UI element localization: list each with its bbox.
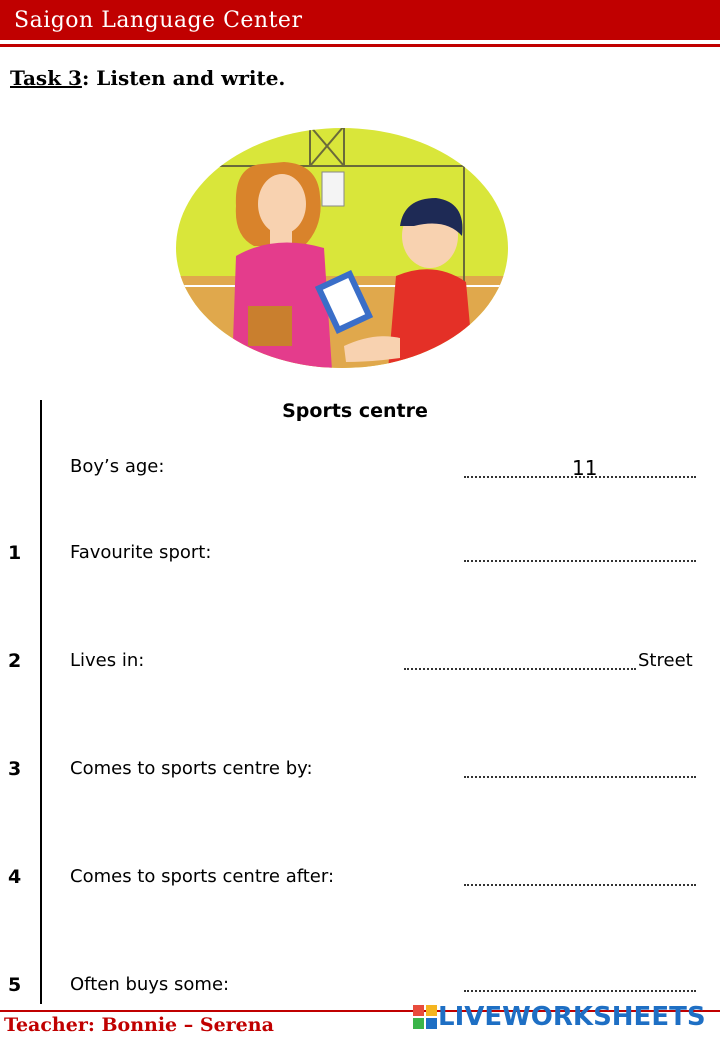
lives-in-suffix: Street xyxy=(638,650,693,671)
task-number: Task 3 xyxy=(10,66,82,90)
answer-line-lives-in[interactable] xyxy=(404,666,636,670)
task-instruction: : Listen and write. xyxy=(81,66,286,90)
answer-line-often-buys[interactable] xyxy=(464,988,696,992)
row-label-favourite-sport: Favourite sport: xyxy=(70,542,212,563)
header-divider xyxy=(0,44,720,47)
answer-line-comes-by[interactable] xyxy=(464,774,696,778)
row-number-1: 1 xyxy=(8,542,22,564)
row-label-comes-by: Comes to sports centre by: xyxy=(70,758,313,779)
row-number-2: 2 xyxy=(8,650,22,672)
liveworksheets-logo-icon xyxy=(412,1004,438,1030)
answer-boys-age: 11 xyxy=(572,456,598,480)
row-label-lives-in: Lives in: xyxy=(70,650,145,671)
liveworksheets-logo[interactable] xyxy=(412,1002,706,1032)
row-number-4: 4 xyxy=(8,866,22,888)
footer-teacher: Teacher: Bonnie – Serena xyxy=(4,1014,274,1036)
form-title: Sports centre xyxy=(282,400,428,422)
teacher-and-boy-illustration xyxy=(174,126,510,370)
liveworksheets-brand: LIVEWORKSHEETS xyxy=(438,1002,706,1032)
row-number-3: 3 xyxy=(8,758,22,780)
row-label-comes-after: Comes to sports centre after: xyxy=(70,866,335,887)
task-heading xyxy=(10,66,285,90)
row-label-boys-age: Boy’s age: xyxy=(70,456,165,477)
row-number-5: 5 xyxy=(8,974,22,996)
form-left-rule xyxy=(40,400,42,1004)
header-title: Saigon Language Center xyxy=(14,8,303,33)
answer-line-comes-after[interactable] xyxy=(464,882,696,886)
answer-line-favourite-sport[interactable] xyxy=(464,558,696,562)
row-label-often-buys: Often buys some: xyxy=(70,974,230,995)
